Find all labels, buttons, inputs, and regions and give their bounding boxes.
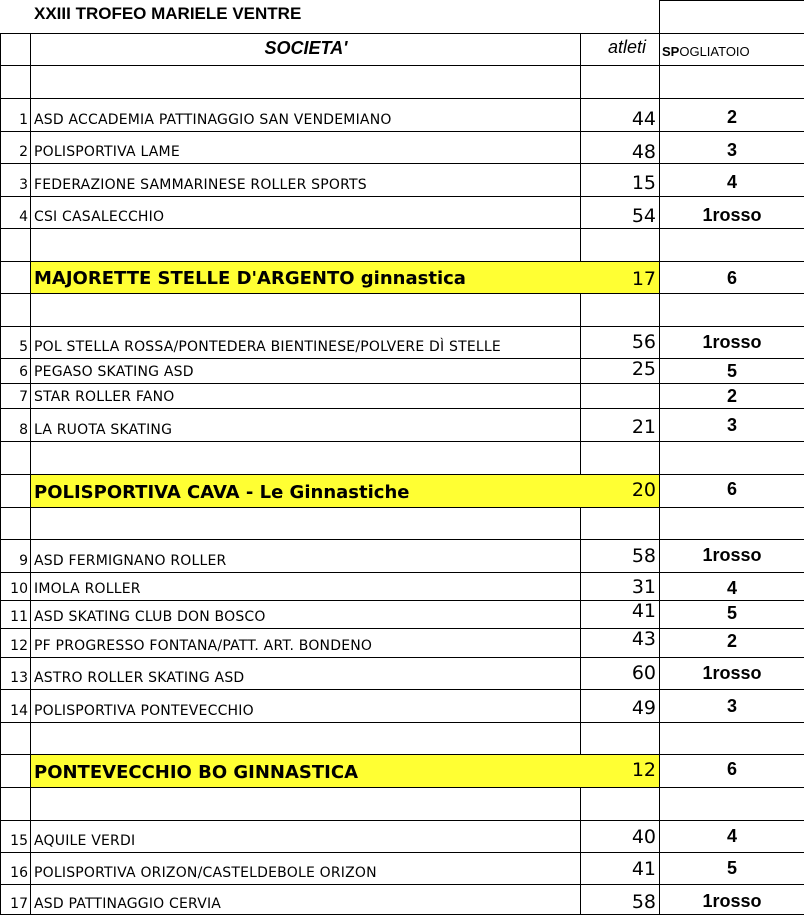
- atleti-count: 54: [631, 205, 656, 227]
- spogliatoio-value: 6: [726, 759, 737, 779]
- header-societa: SOCIETA': [264, 38, 348, 58]
- societa-name: POLISPORTIVA ORIZON/CASTELDEBOLE ORIZON: [34, 865, 377, 881]
- grid-line: [0, 787, 804, 788]
- header-atleti: atleti: [607, 37, 646, 57]
- atleti-count: 60: [631, 662, 656, 684]
- grid-line: [0, 474, 804, 475]
- row-number: 3: [19, 177, 28, 193]
- spogliatoio-value: 4: [726, 826, 737, 846]
- atleti-count: 21: [631, 416, 656, 438]
- spogliatoio-value: 6: [726, 268, 737, 288]
- atleti-count: 58: [631, 891, 656, 913]
- table-row: [0, 326, 804, 358]
- atleti-count: 41: [631, 858, 656, 880]
- societa-name: ASTRO ROLLER SKATING ASD: [34, 670, 245, 686]
- societa-name: PEGASO SKATING ASD: [34, 364, 194, 380]
- spogliatoio-value: 4: [726, 578, 737, 598]
- table-row: [0, 408, 804, 441]
- highlighted-row: [0, 261, 804, 293]
- societa-name: POL STELLA ROSSA/PONTEDERA BIENTINESE/POLVERE DÌ STELLE: [34, 339, 501, 355]
- grid-line: [0, 408, 804, 409]
- row-number: 7: [19, 389, 28, 405]
- societa-name: ASD PATTINAGGIO CERVIA: [34, 896, 222, 912]
- row-number: 16: [10, 865, 28, 881]
- highlighted-row: [0, 474, 804, 507]
- grid-line: [0, 293, 804, 294]
- grid-line: [0, 722, 804, 723]
- grid-line: [0, 383, 804, 384]
- societa-name: LA RUOTA SKATING: [34, 422, 173, 438]
- row-number: 10: [10, 581, 28, 597]
- grid-line: [659, 0, 804, 1]
- table-row: [0, 600, 804, 628]
- table-row: [0, 657, 804, 689]
- table-row: [0, 163, 804, 196]
- sheet-title: XXIII TROFEO MARIELE VENTRE: [34, 4, 302, 23]
- societa-name: STAR ROLLER FANO: [34, 389, 175, 405]
- row-number: 14: [10, 703, 28, 719]
- atleti-count: 17: [631, 268, 656, 290]
- spogliatoio-value: 2: [726, 386, 737, 406]
- societa-name: AQUILE VERDI: [34, 833, 136, 849]
- table-row: [0, 539, 804, 572]
- spogliatoio-value: 3: [726, 415, 737, 435]
- societa-name: MAJORETTE STELLE D'ARGENTO ginnastica: [34, 268, 466, 289]
- atleti-count: 48: [631, 141, 656, 163]
- row-number: 15: [10, 833, 28, 849]
- spogliatoio-value: 5: [726, 858, 737, 878]
- societa-name: PF PROGRESSO FONTANA/PATT. ART. BONDENO: [34, 638, 373, 654]
- row-number: 8: [19, 422, 28, 438]
- atleti-count: 49: [631, 697, 656, 719]
- row-number: 5: [19, 339, 28, 355]
- grid-line: [0, 539, 804, 540]
- grid-line: [0, 657, 804, 658]
- societa-name: FEDERAZIONE SAMMARINESE ROLLER SPORTS: [34, 177, 367, 193]
- row-number: 1: [19, 112, 28, 128]
- table-row: [0, 689, 804, 722]
- table-row: [0, 358, 804, 383]
- spogliatoio-value: 5: [726, 603, 737, 623]
- spogliatoio-value: 6: [726, 479, 737, 499]
- atleti-count: 31: [631, 576, 656, 598]
- grid-line: [0, 507, 804, 508]
- societa-name: POLISPORTIVA LAME: [34, 144, 180, 160]
- grid-line: [0, 820, 804, 821]
- grid-line: [0, 98, 804, 99]
- atleti-count: 25: [631, 358, 656, 380]
- atleti-count: 58: [631, 545, 656, 567]
- grid-line: [0, 196, 804, 197]
- atleti-count: 40: [631, 826, 656, 848]
- spogliatoio-value: 2: [726, 107, 737, 127]
- spogliatoio-value: 1rosso: [702, 663, 762, 683]
- spogliatoio-value: 1rosso: [702, 332, 762, 352]
- grid-line: [0, 326, 804, 327]
- grid-line: [0, 628, 804, 629]
- grid-line: [0, 33, 804, 34]
- atleti-count: 43: [631, 628, 656, 650]
- table-row: [0, 98, 804, 131]
- grid-line: [0, 884, 804, 885]
- societa-name: POLISPORTIVA CAVA - Le Ginnastiche: [34, 482, 410, 503]
- atleti-count: 15: [631, 172, 656, 194]
- row-number: 13: [10, 670, 28, 686]
- grid-line: [0, 163, 804, 164]
- societa-name: POLISPORTIVA PONTEVECCHIO: [34, 703, 254, 719]
- grid-line: [0, 228, 804, 229]
- atleti-count: 41: [631, 600, 656, 622]
- spogliatoio-value: 3: [726, 140, 737, 160]
- societa-name: CSI CASALECCHIO: [34, 209, 165, 225]
- table-row: [0, 628, 804, 657]
- row-number: 9: [19, 553, 28, 569]
- spogliatoio-value: 4: [726, 172, 737, 192]
- grid-line: [0, 572, 804, 573]
- grid-line: [0, 441, 804, 442]
- row-number: 12: [10, 638, 28, 654]
- row-number: 2: [19, 144, 28, 160]
- societa-name: PONTEVECCHIO BO GINNASTICA: [34, 762, 359, 783]
- societa-name: ASD FERMIGNANO ROLLER: [34, 553, 227, 569]
- atleti-count: 12: [631, 759, 656, 781]
- spogliatoio-value: 1rosso: [702, 891, 762, 911]
- grid-line: [0, 600, 804, 601]
- spogliatoio-value: 1rosso: [702, 205, 762, 225]
- societa-name: ASD SKATING CLUB DON BOSCO: [34, 609, 266, 625]
- atleti-count: 56: [631, 331, 656, 353]
- spogliatoio-value: 3: [726, 696, 737, 716]
- grid-line: [0, 689, 804, 690]
- table-row: [0, 196, 804, 228]
- grid-line: [0, 131, 804, 132]
- spogliatoio-value: 1rosso: [702, 545, 762, 565]
- table-row: [0, 820, 804, 852]
- societa-name: IMOLA ROLLER: [34, 581, 141, 597]
- row-number: 17: [10, 896, 28, 912]
- atleti-count: 20: [631, 479, 656, 501]
- header-spogliatoio: SPOGLIATOIO: [662, 44, 750, 59]
- atleti-count: 44: [631, 108, 656, 130]
- table-row: [0, 572, 804, 600]
- highlighted-row: [0, 754, 804, 787]
- grid-line: [0, 358, 804, 359]
- row-number: 4: [19, 209, 28, 225]
- table-row: [0, 852, 804, 884]
- row-number: 11: [10, 609, 28, 625]
- societa-name: ASD ACCADEMIA PATTINAGGIO SAN VENDEMIANO: [34, 112, 392, 128]
- table-row: [0, 131, 804, 163]
- table-row: [0, 383, 804, 408]
- row-number: 6: [19, 364, 28, 380]
- grid-line: [0, 852, 804, 853]
- table-row: [0, 884, 804, 915]
- grid-line: [0, 65, 804, 66]
- spogliatoio-value: 2: [726, 631, 737, 651]
- grid-line: [0, 261, 804, 262]
- spogliatoio-value: 5: [726, 361, 737, 381]
- grid-line: [0, 754, 804, 755]
